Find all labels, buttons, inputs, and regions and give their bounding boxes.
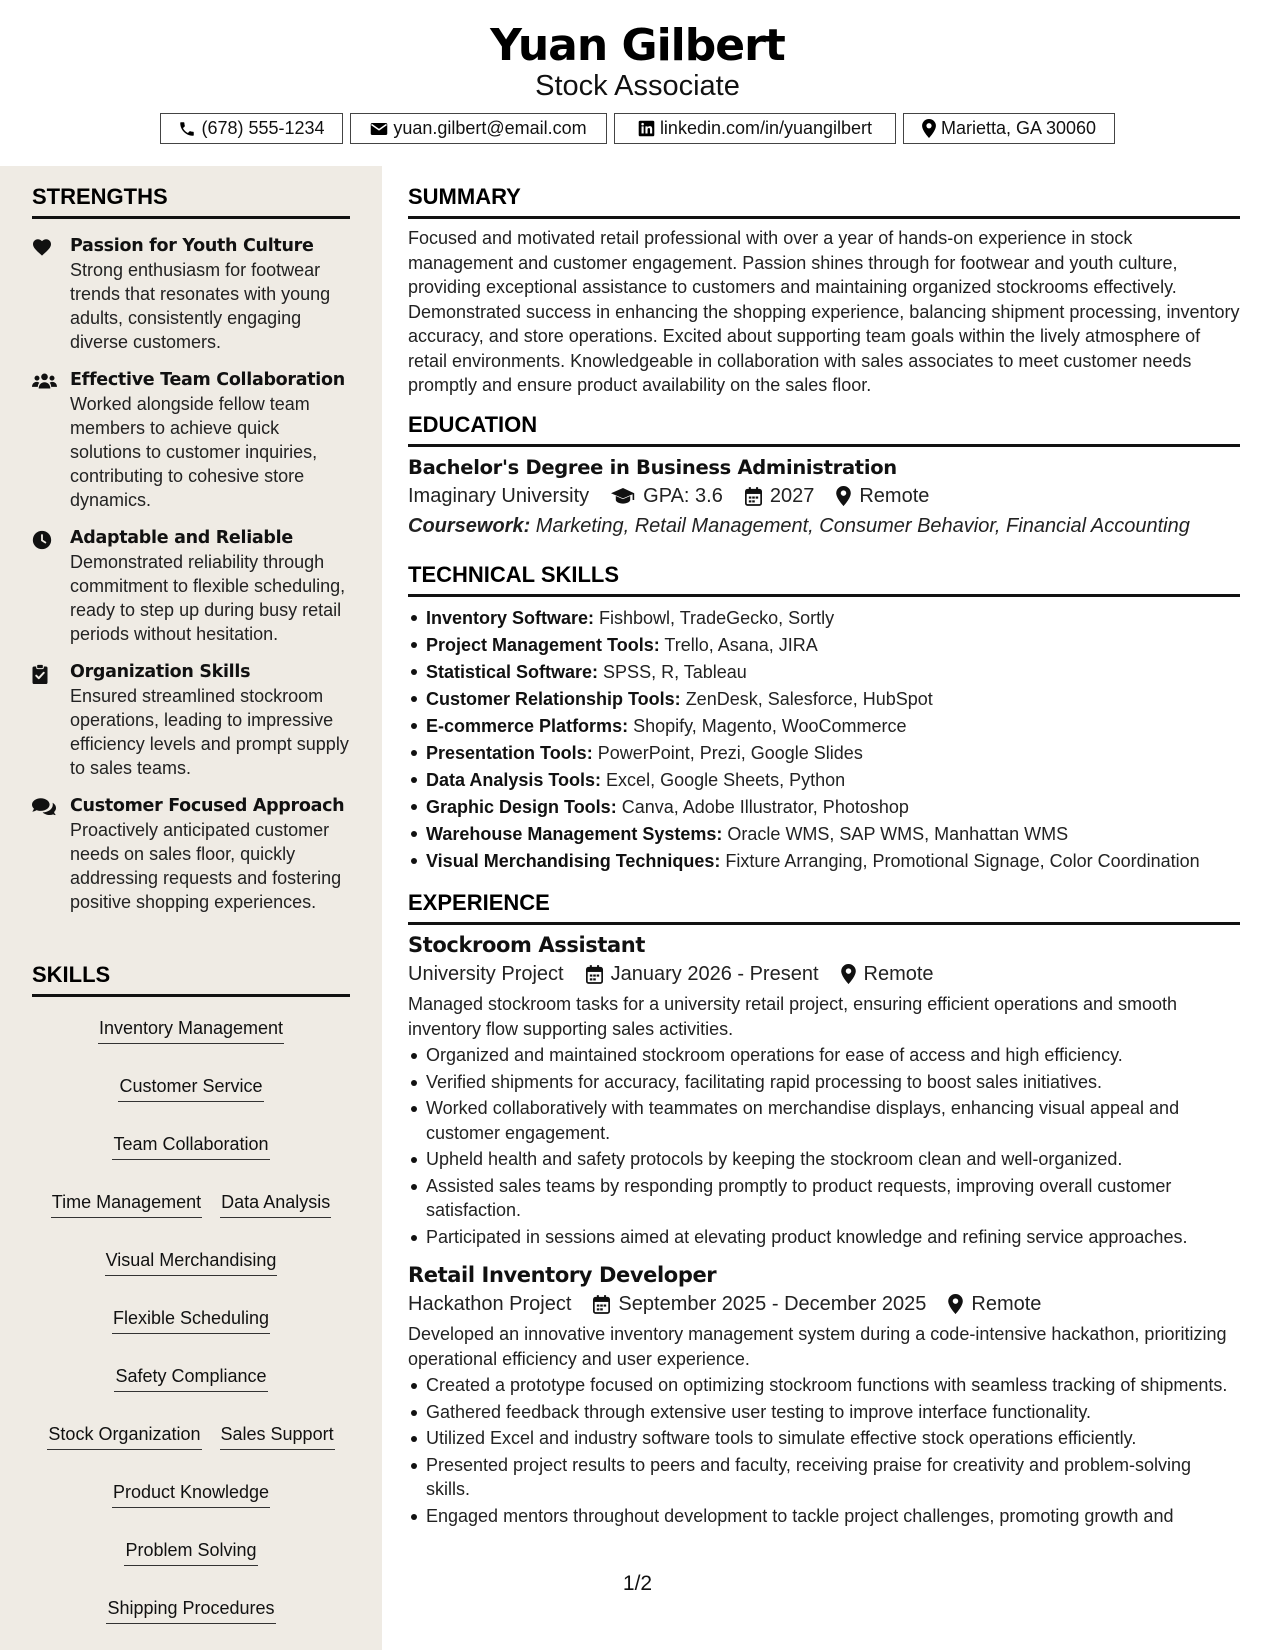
strength-item: [32, 794, 352, 914]
calendar-icon: [593, 1295, 610, 1314]
clipboard-check-icon: [32, 664, 48, 684]
list-item: [408, 848, 1240, 875]
job-location: Remote: [863, 963, 934, 985]
list-item: Assisted sales teams by responding promptly to product requests, improving overall customer satisfaction.: [408, 1174, 1240, 1223]
list-item: [408, 659, 1240, 686]
list-item: Utilized Excel and industry software tools to simulate effective stock operations efficiently.: [408, 1426, 1240, 1451]
job-description: Developed an innovative inventory management system during a code-intensive hackathon, prioritizing operational efficiency and user experience.: [408, 1324, 1227, 1369]
technical-skills-list: [408, 605, 1240, 875]
tech-skill-value: SPSS, R, Tableau: [598, 662, 747, 682]
list-item: Engaged mentors throughout development to tackle project challenges, promoting growth and: [408, 1504, 1240, 1529]
job-bullets: [408, 1373, 1240, 1528]
job-entry: [408, 931, 1240, 1249]
calendar-icon: [586, 965, 603, 984]
users-icon: [32, 372, 57, 390]
phone-icon: [178, 120, 196, 138]
skill-tag: Team Collaboration: [112, 1132, 269, 1160]
skill-tag: Time Management: [51, 1190, 202, 1218]
summary-text: Focused and motivated retail professional with over a year of hands-on experience in stock management and customer engagement. Passion shines through for footwear and youth culture, providing exceptional assistance to customers and maintaining organized stockrooms effectively. Demonstrated success in enhancing the shopping experience, balancing shipment processing, inventory accuracy, and store operations. Excited about supporting team goals within the lively atmosphere of retail environments. Knowledgeable in collaboration with sales associates to meet customer needs promptly and ensure product availability on the sales floor.: [408, 228, 1240, 395]
tech-skill-value: Canva, Adobe Illustrator, Photoshop: [616, 797, 909, 817]
strength-item: [32, 368, 352, 512]
strength-description: Demonstrated reliability through commitment to flexible scheduling, ready to step up during busy retail periods without hesitation.: [70, 552, 346, 644]
school-name: Imaginary University: [408, 485, 590, 507]
map-marker-icon: [922, 119, 936, 138]
list-item: [408, 821, 1240, 848]
skill-tag: Problem Solving: [124, 1538, 257, 1566]
map-marker-icon: [841, 964, 856, 984]
education-heading: EDUCATION: [408, 412, 1240, 447]
tech-skill-label: Presentation Tools:: [426, 743, 593, 763]
strength-description: Ensured streamlined stockroom operations, leading to impressive efficiency levels and prompt supply to sales teams.: [70, 686, 349, 778]
contact-email: [350, 113, 607, 144]
job-organization: University Project: [408, 963, 564, 985]
clock-icon: [32, 530, 52, 550]
list-item: Worked collaboratively with teammates on merchandise displays, enhancing visual appeal and customer engagement.: [408, 1096, 1240, 1145]
graduation-cap-icon: [611, 487, 635, 505]
tech-skill-label: Inventory Software:: [426, 608, 595, 628]
tech-skill-value: Fishbowl, TradeGecko, Sortly: [594, 608, 835, 628]
tech-skill-value: Trello, Asana, JIRA: [659, 635, 818, 655]
experience-section: [408, 890, 1240, 1528]
job-description: Managed stockroom tasks for a university retail project, ensuring efficient operations and smooth inventory flow supporting sales activities.: [408, 994, 1178, 1039]
strength-item: [32, 526, 352, 646]
tech-skill-label: Warehouse Management Systems:: [426, 824, 723, 844]
candidate-title: Stock Associate: [535, 70, 740, 102]
heart-icon: [32, 238, 52, 256]
education-meta: [408, 481, 1240, 511]
skill-tag: Shipping Procedures: [106, 1596, 275, 1624]
job-dates: September 2025 - December 2025: [618, 1293, 927, 1315]
calendar-icon: [745, 487, 762, 506]
tech-skill-value: Oracle WMS, SAP WMS, Manhattan WMS: [722, 824, 1069, 844]
sidebar: [0, 166, 382, 1650]
tech-skill-value: PowerPoint, Prezi, Google Slides: [592, 743, 863, 763]
location-text: Marietta, GA 30060: [940, 118, 1097, 138]
resume-header: [0, 0, 1275, 166]
list-item: [408, 605, 1240, 632]
skill-tag: Customer Service: [118, 1074, 263, 1102]
strength-title: Passion for Youth Culture: [70, 236, 314, 256]
tech-skill-value: Excel, Google Sheets, Python: [601, 770, 846, 790]
tech-skill-label: Data Analysis Tools:: [426, 770, 602, 790]
strength-item: [32, 234, 352, 354]
page-number: 1/2: [622, 1572, 653, 1595]
strength-title: Effective Team Collaboration: [70, 370, 345, 390]
coursework-line: [408, 511, 1240, 541]
candidate-name: Yuan Gilbert: [490, 20, 785, 71]
tech-skill-value: Shopify, Magento, WooCommerce: [628, 716, 907, 736]
tech-skill-label: E-commerce Platforms:: [426, 716, 629, 736]
strength-title: Organization Skills: [70, 662, 251, 682]
skill-tag: Data Analysis: [220, 1190, 331, 1218]
degree-title: Bachelor's Degree in Business Administration: [408, 456, 897, 479]
graduation-year: 2027: [769, 485, 815, 507]
job-entry: [408, 1261, 1240, 1528]
map-marker-icon: [948, 1294, 963, 1314]
technical-skills-heading: TECHNICAL SKILLS: [408, 562, 1240, 597]
list-item: Verified shipments for accuracy, facilitating rapid processing to boost sales initiatives.: [408, 1070, 1240, 1095]
contact-linkedin: [614, 113, 896, 144]
tech-skill-label: Customer Relationship Tools:: [426, 689, 681, 709]
strength-description: Worked alongside fellow team members to achieve quick solutions to customer inquiries, contributing to cohesive store dynamics.: [70, 394, 318, 510]
job-organization: Hackathon Project: [408, 1293, 572, 1315]
comments-icon: [32, 798, 56, 816]
envelope-icon: [370, 121, 388, 137]
strength-item: [32, 660, 352, 780]
job-location: Remote: [971, 1293, 1042, 1315]
coursework-list: Marketing, Retail Management, Consumer Behavior, Financial Accounting: [530, 515, 1190, 537]
education-section: [408, 412, 1240, 541]
strengths-heading: STRENGTHS: [32, 184, 350, 219]
tech-skill-value: ZenDesk, Salesforce, HubSpot: [680, 689, 933, 709]
experience-heading: EXPERIENCE: [408, 890, 1240, 925]
tech-skill-value: Fixture Arranging, Promotional Signage, Color Coordination: [720, 851, 1200, 871]
list-item: Gathered feedback through extensive user testing to improve interface functionality.: [408, 1400, 1240, 1425]
list-item: [408, 794, 1240, 821]
summary-heading: SUMMARY: [408, 184, 1240, 219]
coursework-label: Coursework:: [408, 515, 531, 537]
job-dates: January 2026 - Present: [610, 963, 819, 985]
list-item: [408, 713, 1240, 740]
tech-skill-label: Statistical Software:: [426, 662, 599, 682]
gpa-value: GPA: 3.6: [643, 485, 723, 507]
strength-title: Customer Focused Approach: [70, 796, 345, 816]
tech-skill-label: Project Management Tools:: [426, 635, 660, 655]
strength-title: Adaptable and Reliable: [70, 528, 293, 548]
linkedin-icon: [638, 120, 655, 137]
job-meta: [408, 959, 1240, 989]
skill-tag: Flexible Scheduling: [112, 1306, 270, 1334]
skills-heading: SKILLS: [32, 962, 350, 997]
tech-skill-label: Visual Merchandising Techniques:: [426, 851, 721, 871]
skill-tag: Safety Compliance: [114, 1364, 267, 1392]
contact-phone: [160, 113, 343, 144]
tech-skill-label: Graphic Design Tools:: [426, 797, 617, 817]
email-text: yuan.gilbert@email.com: [393, 118, 587, 138]
list-item: [408, 767, 1240, 794]
summary-section: [408, 184, 1240, 398]
contact-location: [903, 113, 1115, 144]
skill-tag: Stock Organization: [47, 1422, 201, 1450]
strength-description: Strong enthusiasm for footwear trends that resonates with young adults, consistently engaging diverse customers.: [70, 260, 331, 352]
skill-tag: Inventory Management: [98, 1016, 284, 1044]
contact-bar: [0, 113, 1275, 144]
strengths-list: [32, 234, 352, 928]
phone-text: (678) 555-1234: [201, 118, 325, 138]
list-item: Organized and maintained stockroom operations for ease of access and high efficiency.: [408, 1043, 1240, 1068]
job-bullets: [408, 1043, 1240, 1249]
skill-tag: Visual Merchandising: [105, 1248, 278, 1276]
technical-skills-section: [408, 562, 1240, 875]
linkedin-text: linkedin.com/in/yuangilbert: [659, 118, 873, 138]
list-item: Upheld health and safety protocols by keeping the stockroom clean and well-organized.: [408, 1147, 1240, 1172]
skill-tag: Sales Support: [220, 1422, 335, 1450]
list-item: [408, 740, 1240, 767]
list-item: Created a prototype focused on optimizing stockroom functions with seamless tracking of shipments.: [408, 1373, 1240, 1398]
education-location: Remote: [859, 485, 930, 507]
strength-description: Proactively anticipated customer needs on sales floor, quickly addressing requests and fostering positive shopping experiences.: [70, 820, 342, 912]
skill-tag: Product Knowledge: [112, 1480, 270, 1508]
list-item: [408, 632, 1240, 659]
job-title: Stockroom Assistant: [408, 933, 645, 957]
list-item: Participated in sessions aimed at elevating product knowledge and refining service approaches.: [408, 1225, 1240, 1250]
map-marker-icon: [836, 486, 851, 506]
skills-list: [32, 1016, 350, 1624]
job-title: Retail Inventory Developer: [408, 1263, 717, 1287]
list-item: [408, 686, 1240, 713]
job-meta: [408, 1289, 1240, 1319]
list-item: Presented project results to peers and faculty, receiving praise for creativity and problem-solving skills.: [408, 1453, 1240, 1502]
